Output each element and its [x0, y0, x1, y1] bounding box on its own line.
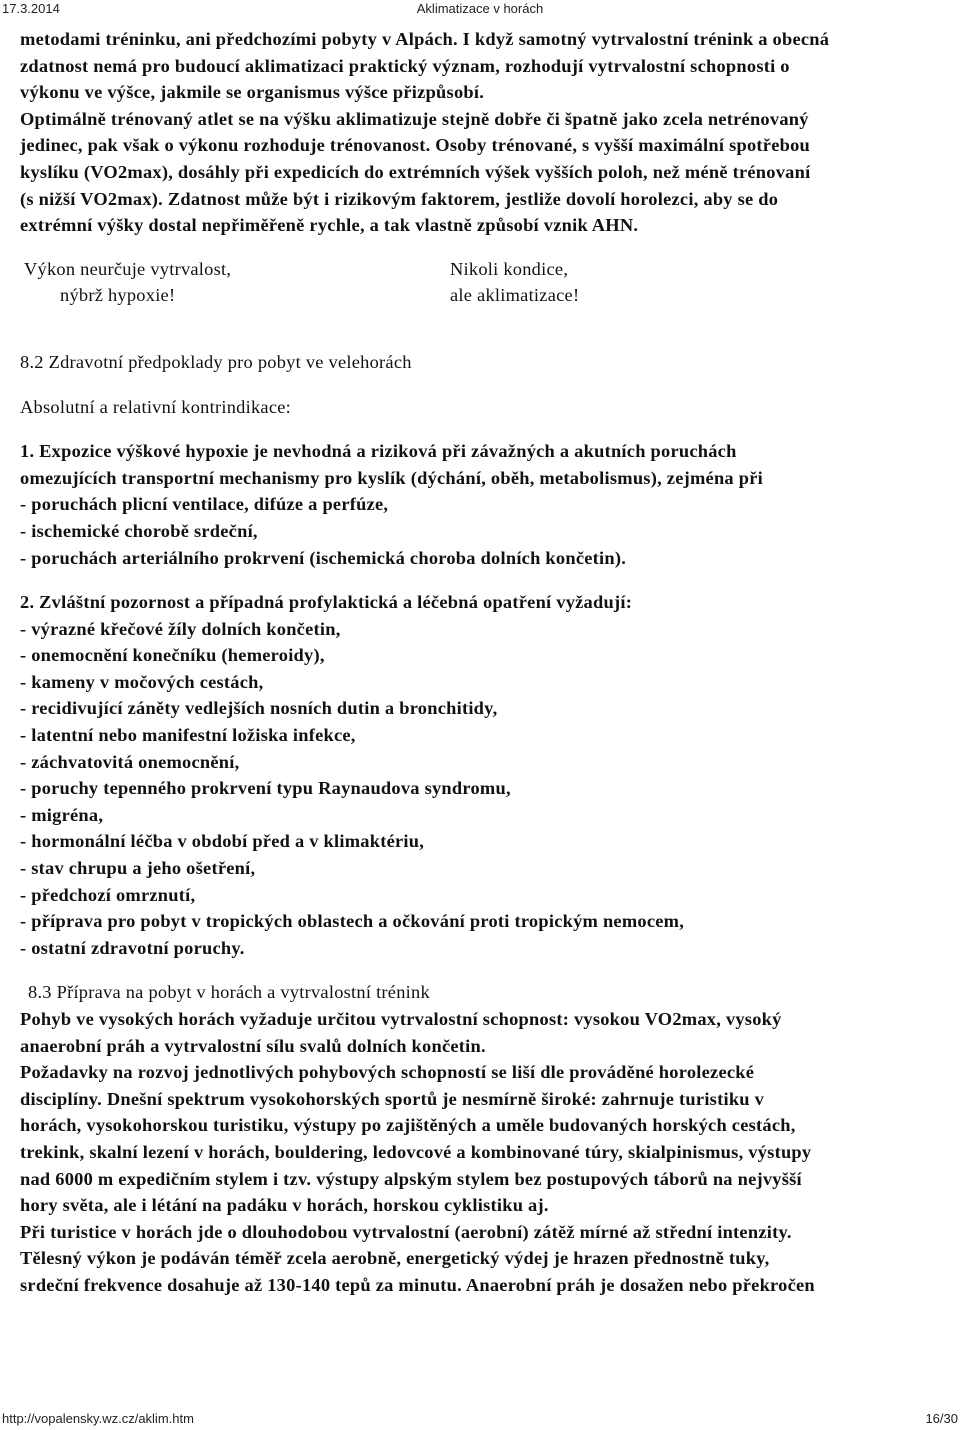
- section-8-2: [20, 349, 940, 961]
- list-item: - výrazné křečové žíly dolních končetin,: [20, 618, 341, 639]
- print-footer: [0, 1410, 960, 1430]
- text-line: Při turistice v horách jde o dlouhodobou vytrvalostní (aerobní) zátěž mírné až střední intenzity.: [20, 1221, 792, 1242]
- quote-right-line1: Nikoli kondice,: [450, 258, 569, 279]
- intro-paragraph: [20, 26, 940, 239]
- print-title: Aklimatizace v horách: [416, 1, 544, 16]
- list-item: - onemocnění konečníku (hemeroidy),: [20, 645, 325, 666]
- section-heading: 8.3 Příprava na pobyt v horách a vytrvalostní trénink: [28, 982, 430, 1003]
- list-item: - ostatní zdravotní poruchy.: [20, 937, 245, 958]
- list-item: - předchozí omrznutí,: [20, 884, 196, 905]
- section-subheading: Absolutní a relativní kontrindikace:: [20, 396, 292, 417]
- text-line: Požadavky na rozvoj jednotlivých pohybových schopností se liší dle prováděné horolezecké: [20, 1062, 755, 1083]
- text-line: extrémní výšky dostal nepřiměřeně rychle, a tak vlastně způsobí vznik AHN.: [20, 215, 639, 236]
- text-line: kyslíku (VO2max), dosáhly při expedicích do extrémních výšek vyšších poloh, než méně trénovaní: [20, 161, 811, 182]
- quote-left-line1: Výkon neurčuje vytrvalost,: [24, 258, 232, 279]
- text-line: horách, vysokohorskou turistiku, výstupy po zajištěných a uměle budovaných horských cestách,: [20, 1115, 796, 1136]
- quote-right-line2: ale aklimatizace!: [450, 285, 580, 306]
- section-8-3: [20, 979, 940, 1298]
- list-item: - hormonální léčba v období před a v klimaktériu,: [20, 831, 425, 852]
- list-item: - poruchách plicní ventilace, difúze a perfúze,: [20, 494, 389, 515]
- quote-left: [20, 256, 450, 309]
- section-body: [20, 1006, 940, 1299]
- quote-columns: [20, 256, 940, 309]
- list-item: - recidivující záněty vedlejších nosních dutin a bronchitidy,: [20, 698, 498, 719]
- print-header: [0, 0, 960, 20]
- list-item: omezujících transportní mechanismy pro kyslík (dýchání, oběh, metabolismus), zejména při: [20, 467, 763, 488]
- text-line: trekink, skalní lezení v horách, bouldering, ledovcové a kombinované túry, skialpinismus, výstupy: [20, 1141, 812, 1162]
- text-line: zdatnost nemá pro budoucí aklimatizaci praktický význam, rozhodují vytrvalostní schopnosti o: [20, 55, 790, 76]
- print-date: 17.3.2014: [2, 1, 60, 16]
- list-item: - poruchy tepenného prokrvení typu Raynaudova syndromu,: [20, 778, 511, 799]
- text-line: výkonu ve výšce, jakmile se organismus výšce přizpůsobí.: [20, 82, 485, 103]
- text-line: hory světa, ale i létání na padáku v horách, horskou cyklistiku aj.: [20, 1195, 549, 1216]
- list-item: - příprava pro pobyt v tropických oblastech a očkování proti tropickým nemocem,: [20, 911, 685, 932]
- list-item: - záchvatovitá onemocnění,: [20, 751, 240, 772]
- text-line: metodami tréninku, ani předchozími pobyty v Alpách. I když samotný vytrvalostní trénink a obecná: [20, 29, 830, 49]
- text-line: anaerobní práh a vytrvalostní sílu svalů dolních končetin.: [20, 1035, 486, 1056]
- list-item: - stav chrupu a jeho ošetření,: [20, 858, 256, 879]
- list-item: - ischemické chorobě srdeční,: [20, 520, 258, 541]
- text-line: Pohyb ve vysokých horách vyžaduje určitou vytrvalostní schopnost: vysokou VO2max, vysoký: [20, 1009, 782, 1029]
- print-url[interactable]: http://vopalensky.wz.cz/aklim.htm: [2, 1411, 194, 1426]
- quote-left-line2: nýbrž hypoxie!: [60, 285, 176, 306]
- list-item: 2. Zvláštní pozornost a případná profylaktická a léčebná opatření vyžadují:: [20, 592, 633, 613]
- text-line: disciplíny. Dnešní spektrum vysokohorských sportů je nesmírně široké: zahrnuje turistiku v: [20, 1088, 765, 1109]
- text-line: nad 6000 m expedičním stylem i tzv. výstupy alpským stylem bez postupových táborů na nejvyšší: [20, 1168, 802, 1189]
- text-line: Tělesný výkon je podáván téměř zcela aerobně, energetický výdej je hrazen přednostně tuky,: [20, 1248, 770, 1269]
- list-item: 1. Expozice výškové hypoxie je nevhodná a riziková při závažných a akutních poruchách: [20, 441, 737, 462]
- text-line: (s nižší VO2max). Zdatnost může být i rizikovým faktorem, jestliže dovolí horolezci, aby se do: [20, 188, 779, 209]
- section-heading: 8.2 Zdravotní předpoklady pro pobyt ve velehorách: [20, 351, 412, 372]
- list-item: - poruchách arteriálního prokrvení (ischemická choroba dolních končetin).: [20, 547, 627, 568]
- text-line: Optimálně trénovaný atlet se na výšku aklimatizuje stejně dobře či špatně jako zcela netrénovaný: [20, 108, 809, 129]
- contraindication-list-1: [20, 438, 940, 571]
- document-page: [20, 26, 940, 1299]
- text-line: jedinec, pak však o výkonu rozhoduje trénovanost. Osoby trénované, s vyšší maximální spotřebou: [20, 135, 811, 156]
- quote-right: [450, 256, 579, 309]
- list-item: - latentní nebo manifestní ložiska infekce,: [20, 725, 356, 746]
- print-page-number: 16/30: [925, 1411, 958, 1426]
- list-item: - migréna,: [20, 804, 104, 825]
- text-line: srdeční frekvence dosahuje až 130-140 tepů za minutu. Anaerobní práh je dosažen nebo překročen: [20, 1274, 815, 1295]
- contraindication-list-2: [20, 589, 940, 961]
- list-item: - kameny v močových cestách,: [20, 671, 264, 692]
